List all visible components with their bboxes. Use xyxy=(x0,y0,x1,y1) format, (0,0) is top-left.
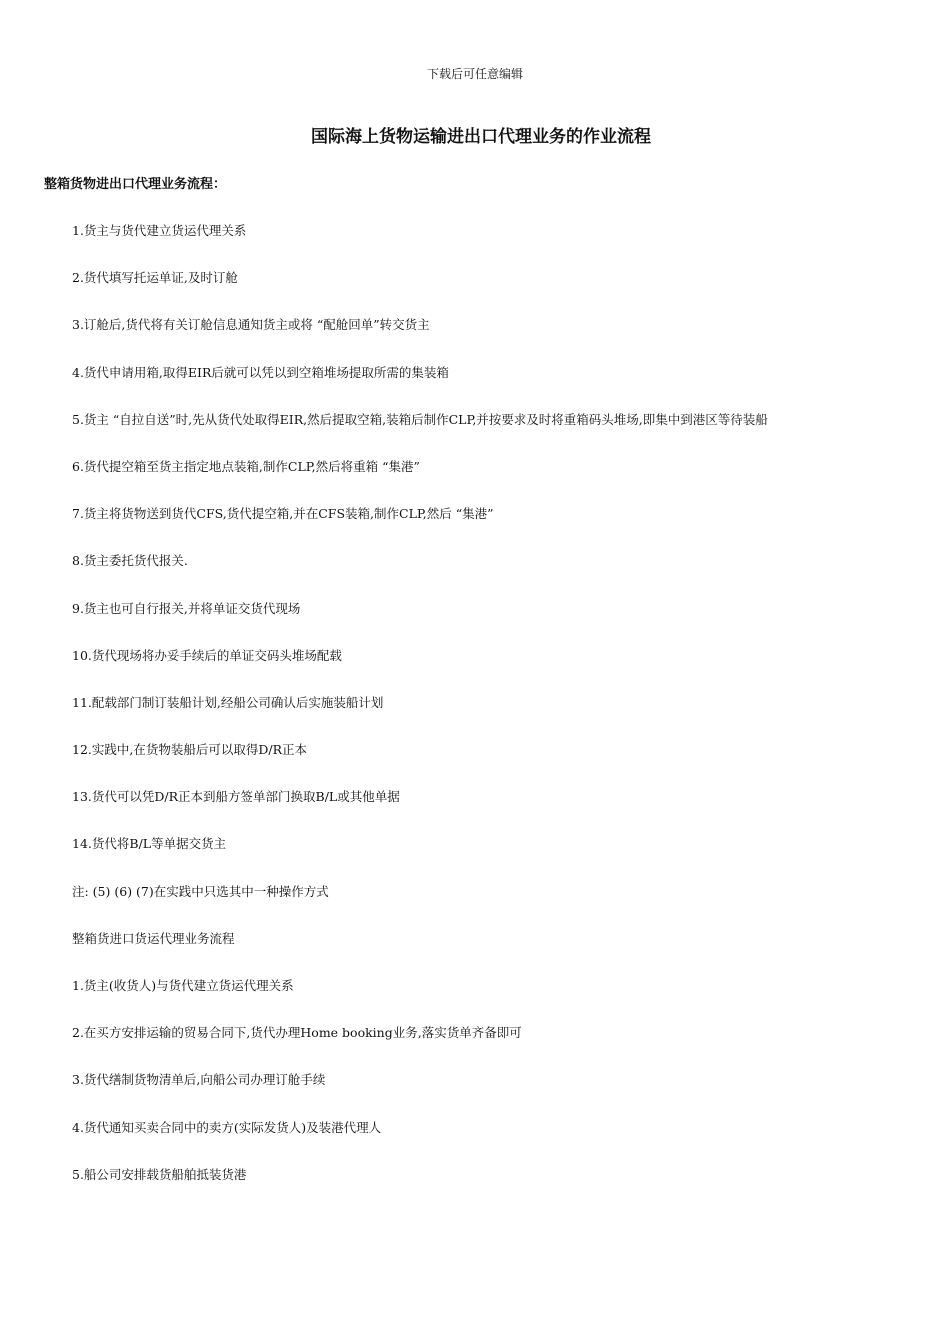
list-item: 7.货主将货物送到货代CFS,货代提空箱,并在CFS装箱,制作CLP,然后 “集港” xyxy=(72,506,494,522)
list-item: 1.货主与货代建立货运代理关系 xyxy=(72,223,247,238)
process-steps-list xyxy=(72,222,942,1213)
header-note: 下载后可任意编辑 xyxy=(426,67,523,81)
list-item: 10.货代现场将办妥手续后的单证交码头堆场配载 xyxy=(72,647,342,663)
list-item: 13.货代可以凭D/R正本到船方签单部门换取B/L或其他单据 xyxy=(72,789,400,805)
list-item: 8.货主委托货代报关. xyxy=(72,553,188,569)
section-heading: 整箱货物进出口代理业务流程： xyxy=(44,177,227,192)
list-item: 12.实践中,在货物装船后可以取得D/R正本 xyxy=(72,742,307,758)
list-item: 2.货代填写托运单证,及时订舱 xyxy=(72,270,238,286)
list-item: 1.货主(收货人)与货代建立货运代理关系 xyxy=(72,978,294,993)
list-item: 3.货代缮制货物清单后,向船公司办理订舱手续 xyxy=(72,1072,326,1088)
list-item: 5.货主 “自拉自送”时,先从货代处取得EIR,然后提取空箱,装箱后制作CLP,并按要求及时将重箱码头堆场,即集中到港区等待装船 xyxy=(72,411,768,427)
list-item: 4.货代申请用箱,取得EIR后就可以凭以到空箱堆场提取所需的集装箱 xyxy=(72,364,449,380)
subsection-heading: 整箱货进口货运代理业务流程 xyxy=(72,930,235,946)
list-item: 9.货主也可自行报关,并将单证交货代现场 xyxy=(72,600,301,616)
list-item: 11.配载部门制订装船计划,经船公司确认后实施装船计划 xyxy=(72,694,384,710)
list-item: 3.订舱后,货代将有关订舱信息通知货主或将 “配舱回单”转交货主 xyxy=(72,317,430,333)
list-item: 6.货代提空箱至货主指定地点装箱,制作CLP,然后将重箱 “集港” xyxy=(72,458,420,474)
list-item: 14.货代将B/L等单据交货主 xyxy=(72,836,227,852)
list-item: 5.船公司安排载货船舶抵装货港 xyxy=(72,1166,247,1182)
document-title: 国际海上货物运输进出口代理业务的作业流程 xyxy=(311,127,651,147)
list-item: 2.在买方安排运输的贸易合同下,货代办理Home booking业务,落实货单齐备即可 xyxy=(72,1025,522,1041)
note-line: 注: (5) (6) (7)在实践中只选其中一种操作方式 xyxy=(72,883,329,899)
list-item: 4.货代通知买卖合同中的卖方(实际发货人)及装港代理人 xyxy=(72,1119,382,1135)
